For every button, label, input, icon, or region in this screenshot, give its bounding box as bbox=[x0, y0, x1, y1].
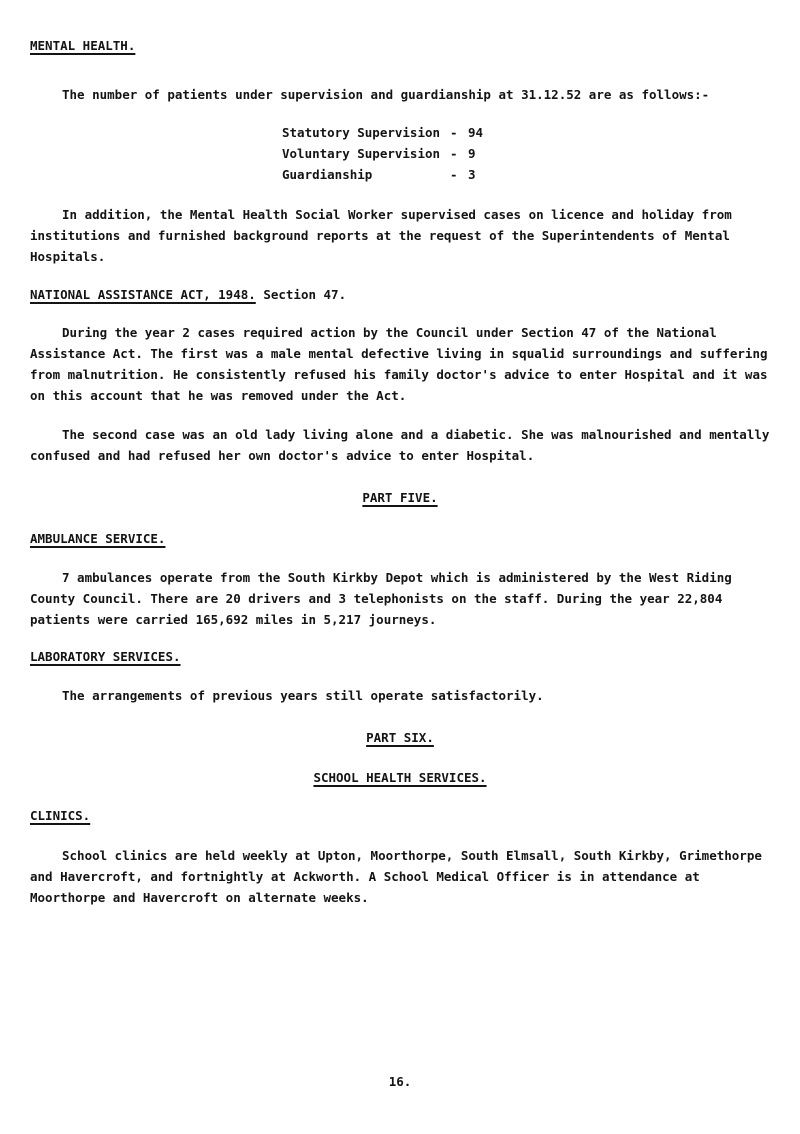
supervision-intro: The number of patients under supervision and guardianship at 31.12.52 are as follows:- bbox=[62, 87, 710, 102]
supervision-row: Voluntary Supervision - 9 bbox=[282, 146, 476, 161]
supervision-table bbox=[282, 122, 483, 185]
heading-clinics: CLINICS. bbox=[30, 808, 91, 823]
national-assistance-case2: The second case was an old lady living alone and a diabetic. She was malnourished and mentally confused and had refused her own doctor's advice to enter Hospital. bbox=[30, 427, 770, 463]
supervision-row: Statutory Supervision - 94 bbox=[282, 125, 484, 140]
laboratory-paragraph: The arrangements of previous years still operate satisfactorily. bbox=[62, 688, 544, 703]
heading-mental-health: MENTAL HEALTH. bbox=[30, 38, 136, 53]
mental-health-worker-paragraph: In addition, the Mental Health Social Worker supervised cases on licence and holiday from institutions and furnished background reports at the request of the Superintendents of Mental Hospitals. bbox=[30, 207, 732, 264]
heading-part-six: PART SIX. bbox=[366, 730, 434, 745]
heading-school-health-services: SCHOOL HEALTH SERVICES. bbox=[313, 770, 487, 785]
supervision-row: Guardianship - 3 bbox=[282, 167, 476, 182]
page-number: 16. bbox=[388, 1074, 412, 1089]
heading-ambulance-service: AMBULANCE SERVICE. bbox=[30, 531, 166, 546]
national-assistance-case1: During the year 2 cases required action by the Council under Section 47 of the National Assistance Act. The first was a male mental defective living in squalid surroundings and suffering from malnutrition. He consistently refused his family doctor's advice to enter Hospital and it was on this account that he was removed under the Act. bbox=[30, 325, 768, 403]
heading-laboratory-services: LABORATORY SERVICES. bbox=[30, 649, 181, 664]
clinics-paragraph: School clinics are held weekly at Upton, Moorthorpe, South Elmsall, South Kirkby, Grimethorpe and Havercroft, and fortnightly at Ackworth. A School Medical Officer is in attendance at Moorthorpe and Havercroft on alternate weeks. bbox=[30, 848, 762, 905]
ambulance-paragraph: 7 ambulances operate from the South Kirkby Depot which is administered by the West Riding County Council. There are 20 drivers and 3 telephonists on the staff. During the year 22,804 patients were carried 165,692 miles in 5,217 journeys. bbox=[30, 570, 732, 627]
heading-national-assistance: NATIONAL ASSISTANCE ACT, 1948. Section 47. bbox=[30, 287, 347, 302]
heading-part-five: PART FIVE. bbox=[362, 490, 438, 505]
